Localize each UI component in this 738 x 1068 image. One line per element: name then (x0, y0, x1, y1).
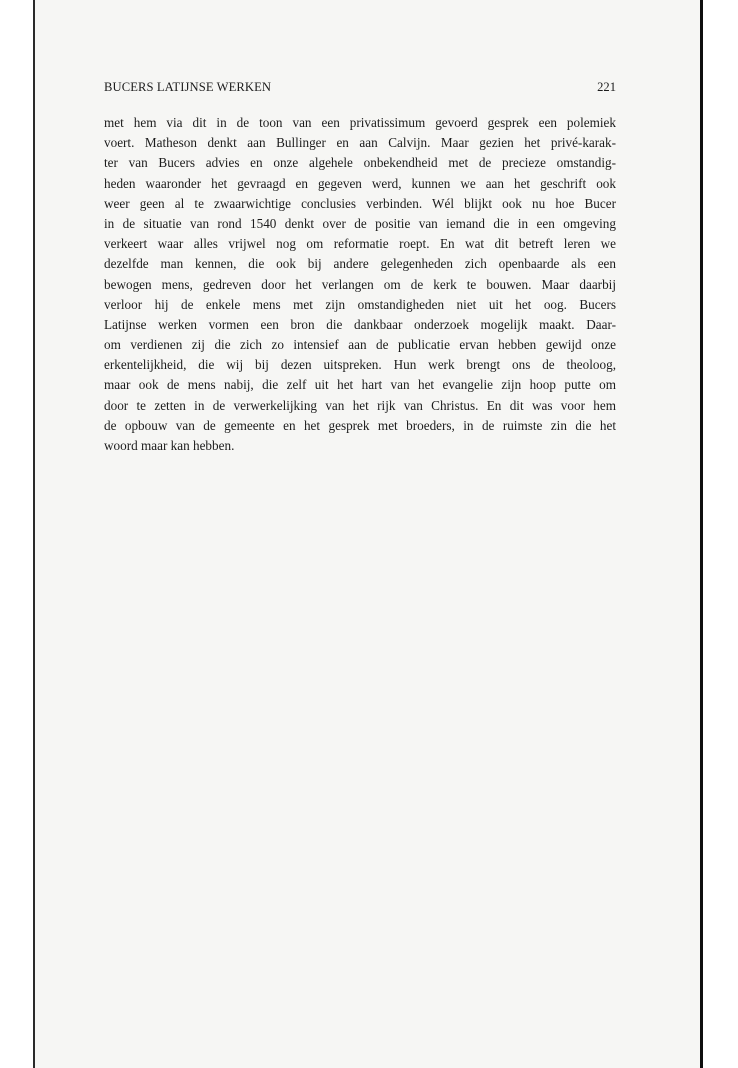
text-line: erkentelijkheid, die wij bij dezen uitspreken. Hun werk brengt ons de theoloog, (104, 357, 616, 373)
page-right-edge (700, 0, 703, 1068)
text-line: voert. Matheson denkt aan Bullinger en aan Calvijn. Maar gezien het privé-karak- (104, 135, 616, 151)
page-number: 221 (597, 80, 616, 94)
text-line: dezelfde man kennen, die ook bij andere gelegenheden zich openbaarde als een (104, 256, 616, 272)
text-line: verloor hij de enkele mens met zijn omstandigheden niet uit het oog. Bucers (104, 296, 616, 312)
text-line: weer geen al te zwaarwichtige conclusies verbinden. Wél blijkt ook nu hoe Bucer (104, 195, 616, 211)
text-line: met hem via dit in de toon van een privatissimum gevoerd gesprek een polemiek (104, 115, 616, 130)
text-line: door te zetten in de verwerkelijking van het rijk van Christus. En dit was voor hem (104, 397, 616, 413)
text-line: ter van Bucers advies en onze algehele onbekendheid met de precieze omstandig- (104, 155, 616, 171)
text-line: verkeert waar alles vrijwel nog om reformatie roept. En wat dit betreft leren we (104, 236, 616, 252)
running-title: BUCERS LATIJNSE WERKEN (104, 80, 272, 94)
text-line: heden waaronder het gevraagd en gegeven werd, kunnen we aan het geschrift ook (104, 175, 616, 191)
text-line: woord maar kan hebben. (104, 438, 235, 453)
text-line: de opbouw van de gemeente en het gesprek met broeders, in de ruimste zin die het (104, 417, 616, 433)
text-line: in de situatie van rond 1540 denkt over de positie van iemand die in een omgeving (104, 215, 616, 231)
text-line: Latijnse werken vormen een bron die dankbaar onderzoek mogelijk maakt. Daar- (104, 316, 616, 332)
text-line: maar ook de mens nabij, die zelf uit het hart van het evangelie zijn hoop putte om (104, 377, 616, 393)
running-head (104, 79, 616, 95)
text-line: bewogen mens, gedreven door het verlangen om de kerk te bouwen. Maar daarbij (104, 276, 616, 292)
body-paragraph (104, 113, 616, 456)
text-line: om verdienen zij die zich zo intensief aan de publicatie ervan hebben gewijd onze (104, 337, 616, 353)
page-left-edge (33, 0, 35, 1068)
